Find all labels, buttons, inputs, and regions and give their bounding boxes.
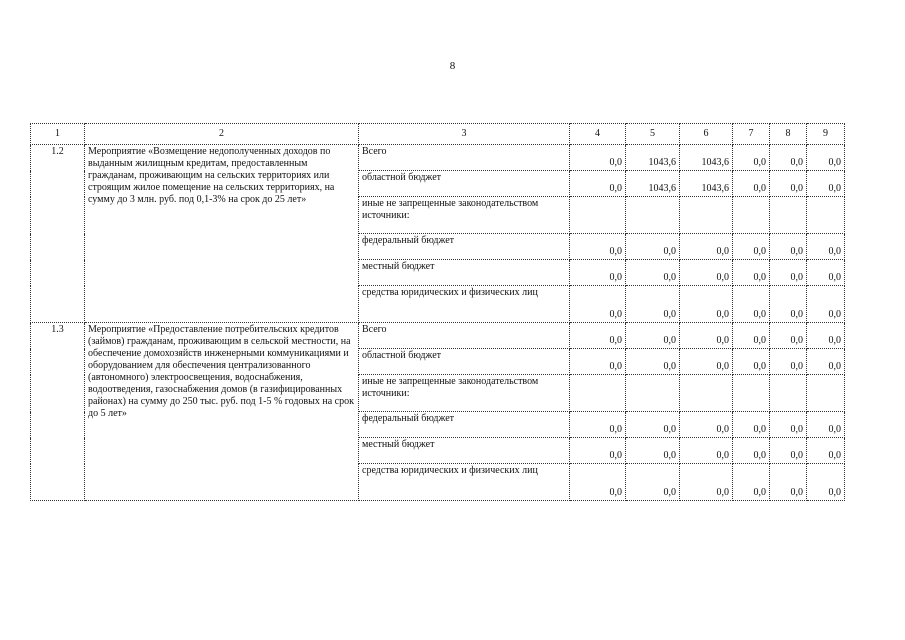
amount-cell: 0,0 [570, 438, 626, 464]
amount-cell: 0,0 [807, 145, 845, 171]
amount-cell: 0,0 [807, 286, 845, 323]
amount-cell: 0,0 [570, 412, 626, 438]
amount-cell [733, 375, 770, 412]
column-header: 9 [807, 124, 845, 145]
column-header: 1 [31, 124, 85, 145]
column-header: 8 [770, 124, 807, 145]
amount-cell: 0,0 [680, 412, 733, 438]
amount-cell [733, 197, 770, 234]
amount-cell: 0,0 [733, 145, 770, 171]
column-header: 2 [85, 124, 359, 145]
amount-cell: 0,0 [770, 260, 807, 286]
funding-source: местный бюджет [359, 260, 570, 286]
column-header: 5 [626, 124, 680, 145]
amount-cell: 0,0 [807, 349, 845, 375]
amount-cell [680, 375, 733, 412]
amount-cell: 0,0 [770, 438, 807, 464]
amount-cell: 0,0 [733, 438, 770, 464]
amount-cell: 0,0 [807, 438, 845, 464]
amount-cell [770, 197, 807, 234]
amount-cell: 0,0 [733, 260, 770, 286]
amount-cell: 0,0 [770, 145, 807, 171]
amount-cell: 0,0 [570, 464, 626, 501]
table-row [31, 145, 845, 171]
funding-source: областной бюджет [359, 349, 570, 375]
amount-cell: 0,0 [807, 464, 845, 501]
amount-cell: 0,0 [680, 260, 733, 286]
amount-cell: 0,0 [680, 286, 733, 323]
funding-source: местный бюджет [359, 438, 570, 464]
amount-cell [626, 375, 680, 412]
amount-cell: 0,0 [733, 171, 770, 197]
amount-cell: 0,0 [807, 412, 845, 438]
amount-cell: 1043,6 [626, 171, 680, 197]
amount-cell [570, 375, 626, 412]
amount-cell: 0,0 [733, 323, 770, 349]
amount-cell: 0,0 [626, 234, 680, 260]
funding-source: областной бюджет [359, 171, 570, 197]
amount-cell: 1043,6 [680, 171, 733, 197]
amount-cell: 0,0 [733, 234, 770, 260]
amount-cell: 0,0 [570, 349, 626, 375]
funding-source: иные не запрещенные законодательством источники: [359, 375, 570, 412]
table-row [31, 323, 845, 349]
amount-cell [570, 197, 626, 234]
measure-number: 1.2 [31, 145, 85, 323]
amount-cell: 0,0 [733, 412, 770, 438]
amount-cell: 0,0 [680, 323, 733, 349]
measure-number: 1.3 [31, 323, 85, 501]
amount-cell: 1043,6 [626, 145, 680, 171]
column-header: 3 [359, 124, 570, 145]
amount-cell [680, 197, 733, 234]
amount-cell: 0,0 [770, 412, 807, 438]
amount-cell: 0,0 [807, 234, 845, 260]
amount-cell: 0,0 [626, 323, 680, 349]
amount-cell: 0,0 [570, 286, 626, 323]
amount-cell [807, 375, 845, 412]
amount-cell: 0,0 [733, 286, 770, 323]
amount-cell [626, 197, 680, 234]
amount-cell: 0,0 [807, 171, 845, 197]
amount-cell: 0,0 [626, 349, 680, 375]
amount-cell: 0,0 [680, 349, 733, 375]
amount-cell: 0,0 [626, 286, 680, 323]
funding-source: средства юридических и физических лиц [359, 464, 570, 501]
amount-cell: 0,0 [570, 171, 626, 197]
amount-cell: 0,0 [626, 260, 680, 286]
funding-source: федеральный бюджет [359, 412, 570, 438]
funding-source: средства юридических и физических лиц [359, 286, 570, 323]
funding-source: Всего [359, 323, 570, 349]
amount-cell: 0,0 [680, 438, 733, 464]
amount-cell: 0,0 [733, 464, 770, 501]
measure-description: Мероприятие «Предоставление потребительских кредитов (займов) гражданам, проживающим в сельской местности, на обеспечение домохозяйств инженерными коммуникациями и оборудованием для обеспечения централизованного (автономного) электроосвещения, водоснабжения, водоотведения, газоснабжения домов (в газифицированных районах) на сумму до 250 тыс. руб. под 1-5 % годовых на срок до 5 лет» [85, 323, 359, 501]
amount-cell: 0,0 [570, 234, 626, 260]
amount-cell: 0,0 [770, 349, 807, 375]
amount-cell: 0,0 [626, 438, 680, 464]
amount-cell: 0,0 [626, 412, 680, 438]
page-number: 8 [449, 60, 456, 72]
amount-cell: 0,0 [570, 145, 626, 171]
amount-cell: 0,0 [770, 286, 807, 323]
funding-source: федеральный бюджет [359, 234, 570, 260]
amount-cell: 0,0 [570, 260, 626, 286]
amount-cell: 0,0 [770, 234, 807, 260]
budget-table [30, 123, 845, 501]
measure-description: Мероприятие «Возмещение недополученных доходов по выданным жилищным кредитам, предоставленным гражданам, проживающим на сельских территориях или строящим жилое помещение на сельских территориях, на сумму до 3 млн. руб. под 0,1-3% на срок до 25 лет» [85, 145, 359, 323]
amount-cell: 0,0 [680, 234, 733, 260]
amount-cell [770, 375, 807, 412]
amount-cell: 0,0 [733, 349, 770, 375]
amount-cell: 0,0 [770, 464, 807, 501]
amount-cell: 0,0 [680, 464, 733, 501]
header-row [31, 124, 845, 145]
funding-source: иные не запрещенные законодательством источники: [359, 197, 570, 234]
amount-cell: 0,0 [807, 260, 845, 286]
amount-cell: 0,0 [770, 171, 807, 197]
amount-cell [807, 197, 845, 234]
amount-cell: 0,0 [770, 323, 807, 349]
amount-cell: 0,0 [570, 323, 626, 349]
column-header: 6 [680, 124, 733, 145]
amount-cell: 0,0 [807, 323, 845, 349]
column-header: 7 [733, 124, 770, 145]
column-header: 4 [570, 124, 626, 145]
funding-source: Всего [359, 145, 570, 171]
amount-cell: 0,0 [626, 464, 680, 501]
amount-cell: 1043,6 [680, 145, 733, 171]
